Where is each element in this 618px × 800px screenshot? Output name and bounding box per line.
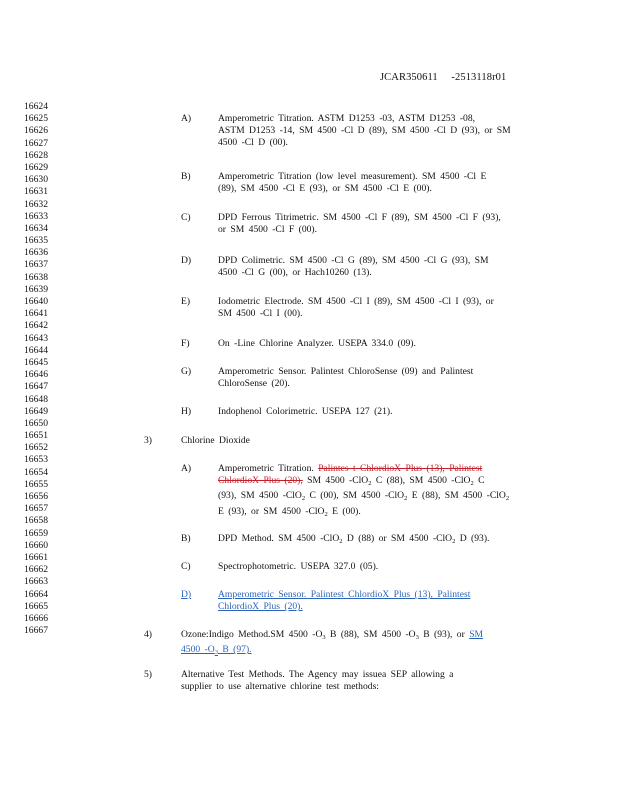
item-f-line1: On -Line Chlorine Analyzer. USEPA 334.0 (09). xyxy=(218,338,416,349)
item-a-line1: Amperometric Titration. ASTM D1253 -03, ASTM D1253 -08, xyxy=(218,113,476,124)
section-3-label: 3) xyxy=(144,435,152,446)
line-number: 16644 xyxy=(24,344,48,356)
section-5-text xyxy=(181,669,453,693)
line-number: 16652 xyxy=(24,442,48,454)
line-number: 16650 xyxy=(24,417,48,429)
item-c-label: C) xyxy=(181,212,191,223)
line-number: 16647 xyxy=(24,381,48,393)
item-e-label: E) xyxy=(181,296,191,307)
item-a-text xyxy=(218,113,511,150)
line-number: 16642 xyxy=(24,320,48,332)
s3-item-a-line3 xyxy=(218,490,509,505)
s3-a-l3-text-c: E (88), SM 4500 -ClO xyxy=(407,490,506,502)
s3-a-l2-deleted: ChlordioX Plus (20), xyxy=(218,475,303,487)
line-number: 16659 xyxy=(24,527,48,539)
s4-sub: 3 xyxy=(322,634,326,641)
s3-item-a-line4 xyxy=(218,506,509,521)
item-g-text xyxy=(218,366,473,390)
s3-item-a-label: A) xyxy=(181,463,192,474)
s4-sub-b: 3 xyxy=(415,634,419,641)
item-f-label: F) xyxy=(181,338,190,349)
line-number: 16660 xyxy=(24,539,48,551)
item-g-label: G) xyxy=(181,366,192,377)
line-number: 16635 xyxy=(24,235,48,247)
line-number: 16653 xyxy=(24,454,48,466)
s4-inserted-sub: 3 xyxy=(214,649,218,657)
line-number-column xyxy=(24,101,48,637)
s3-item-c-text xyxy=(218,561,378,573)
line-number: 16634 xyxy=(24,222,48,234)
s3-item-a-line2 xyxy=(218,475,509,490)
item-a-line2: ASTM D1253 -14, SM 4500 -Cl D (89), SM 4500 -Cl D (93), or SM xyxy=(218,125,511,137)
line-number: 16661 xyxy=(24,551,48,563)
s3-item-d-label: D) xyxy=(181,589,192,600)
line-number: 16667 xyxy=(24,625,48,637)
s4-text: Ozone:Indigo Method.SM 4500 -O xyxy=(181,629,323,640)
line-number: 16630 xyxy=(24,174,48,186)
s3-b-text-b: D (88) or SM 4500 -ClO xyxy=(342,533,453,544)
section-3-title: Chlorine Dioxide xyxy=(181,435,250,446)
s4-inserted-3: B (97). xyxy=(217,644,252,656)
s3-a-l3-text-b: C (00), SM 4500 -ClO xyxy=(305,490,405,502)
s4-inserted-1: SM xyxy=(469,629,484,640)
s3-a-l1-deleted: Palintes t ChlordioX Plus (13), Palintest xyxy=(318,463,483,474)
line-number: 16638 xyxy=(24,271,48,283)
s3-a-l3-sub-c: 2 xyxy=(505,495,510,503)
line-number: 16666 xyxy=(24,612,48,624)
s4-text-b: B (88), SM 4500 -O xyxy=(325,629,416,640)
line-number: 16654 xyxy=(24,466,48,478)
s3-a-l2-text: SM 4500 -ClO xyxy=(302,475,369,487)
item-b-line2: (89), SM 4500 -Cl E (93), or SM 4500 -Cl E (00). xyxy=(218,183,432,195)
line-number: 16626 xyxy=(24,125,48,137)
item-g-line2: ChloroSense (20). xyxy=(218,378,290,390)
item-a-label: A) xyxy=(181,113,192,124)
document-header-id: JCAR350611 -2513118r01 xyxy=(380,72,507,83)
s3-item-d-line1-inserted: Amperometric Sensor. Palintest ChlordioX Plus (13), Palintest xyxy=(218,589,471,600)
line-number: 16655 xyxy=(24,478,48,490)
s3-item-a-text xyxy=(218,463,509,521)
section-4-text xyxy=(181,629,483,659)
line-number: 16656 xyxy=(24,491,48,502)
item-h-line1: Indophenol Colorimetric. USEPA 127 (21). xyxy=(218,406,393,417)
s3-item-c-label: C) xyxy=(181,561,191,572)
item-d-label: D) xyxy=(181,255,192,266)
item-e-text xyxy=(218,296,494,320)
line-number: 16625 xyxy=(24,113,48,125)
s3-a-l3-sub: 2 xyxy=(301,495,306,503)
s3-a-l2-sub: 2 xyxy=(368,480,372,488)
s3-a-l2-sub-b: 2 xyxy=(470,480,474,488)
s3-b-text-c: D (93). xyxy=(455,533,490,544)
item-g-line1: Amperometric Sensor. Palintest ChloroSense (09) and Palintest xyxy=(218,366,474,377)
item-c-text xyxy=(218,212,501,236)
line-number: 16662 xyxy=(24,564,48,576)
item-e-line1: Iodometric Electrode. SM 4500 -Cl I (89), SM 4500 -Cl I (93), or xyxy=(218,296,494,307)
line-number: 16643 xyxy=(24,332,48,344)
s3-item-c-line1: Spectrophotometric. USEPA 327.0 (05). xyxy=(218,561,379,572)
section-4-line1 xyxy=(181,629,483,644)
line-number: 16632 xyxy=(24,198,48,210)
s4-inserted-2: 4500 -O xyxy=(181,644,215,656)
s3-a-l2-text-b: C (88), SM 4500 -ClO xyxy=(371,475,471,487)
line-number: 16657 xyxy=(24,503,48,515)
line-number: 16624 xyxy=(24,101,48,112)
line-number: 16627 xyxy=(24,137,48,149)
item-f-text xyxy=(218,338,416,350)
line-number: 16648 xyxy=(24,393,48,405)
section-5-line2: supplier to use alternative chlorine test methods: xyxy=(181,681,379,693)
item-c-line1: DPD Ferrous Titrimetric. SM 4500 -Cl F (89), SM 4500 -Cl F (93), xyxy=(218,212,501,223)
line-number: 16633 xyxy=(24,210,48,222)
line-number: 16628 xyxy=(24,149,48,161)
item-e-line2: SM 4500 -Cl I (00). xyxy=(218,308,303,320)
section-4-line2 xyxy=(181,644,483,659)
line-number: 16640 xyxy=(24,296,48,307)
section-5-line1: Alternative Test Methods. The Agency may issuea SEP allowing a xyxy=(181,669,454,680)
section-4-label: 4) xyxy=(144,629,152,640)
line-number: 16629 xyxy=(24,161,48,173)
s3-b-sub-b: 2 xyxy=(452,538,456,545)
item-a-line3: 4500 -Cl D (00). xyxy=(218,137,288,149)
s3-a-l1-text: Amperometric Titration. xyxy=(218,463,319,474)
item-b-text xyxy=(218,171,486,195)
s3-a-l4-text: E (93), or SM 4500 -ClO xyxy=(218,505,325,517)
line-number: 16641 xyxy=(24,308,48,320)
s3-item-b-text xyxy=(218,533,489,548)
item-d-text xyxy=(218,255,489,279)
item-d-line1: DPD Colimetric. SM 4500 -Cl G (89), SM 4500 -Cl G (93), SM xyxy=(218,255,489,266)
s3-b-sub: 2 xyxy=(339,538,343,545)
line-number: 16631 xyxy=(24,186,48,198)
line-number: 16636 xyxy=(24,247,48,259)
line-number: 16639 xyxy=(24,283,48,295)
s3-a-l2-text-c: C xyxy=(473,475,485,487)
s3-a-l4-sub: 2 xyxy=(324,510,328,518)
line-number: 16645 xyxy=(24,356,48,368)
line-number: 16658 xyxy=(24,515,48,527)
s3-a-l3-text: (93), SM 4500 -ClO xyxy=(218,490,302,502)
s3-item-a-line1 xyxy=(218,463,509,475)
line-number: 16665 xyxy=(24,600,48,612)
line-number: 16663 xyxy=(24,576,48,588)
line-number: 16649 xyxy=(24,405,48,417)
item-c-line2: or SM 4500 -Cl F (00). xyxy=(218,224,318,236)
s3-item-d-text xyxy=(218,589,470,613)
s3-a-l4-text-b: E (00). xyxy=(327,505,361,517)
s3-item-b-label: B) xyxy=(181,533,191,544)
line-number: 16646 xyxy=(24,369,48,381)
item-h-label: H) xyxy=(181,406,192,417)
s3-a-l3-sub-b: 2 xyxy=(404,495,408,503)
line-number: 16651 xyxy=(24,430,48,442)
item-b-label: B) xyxy=(181,171,191,182)
line-number: 16637 xyxy=(24,259,48,271)
item-d-line2: 4500 -Cl G (00), or Hach10260 (13). xyxy=(218,267,372,279)
line-number: 16664 xyxy=(24,588,48,600)
item-b-line1: Amperometric Titration (low level measurement). SM 4500 -Cl E xyxy=(218,171,487,182)
item-h-text xyxy=(218,406,392,418)
s3-item-b-line1 xyxy=(218,533,489,548)
section-5-label: 5) xyxy=(144,669,152,680)
s3-item-d-line2-inserted: ChlordioX Plus (20). xyxy=(218,601,303,613)
s4-text-c: B (93), or xyxy=(418,629,470,640)
s3-b-text: DPD Method. SM 4500 -ClO xyxy=(218,533,340,544)
